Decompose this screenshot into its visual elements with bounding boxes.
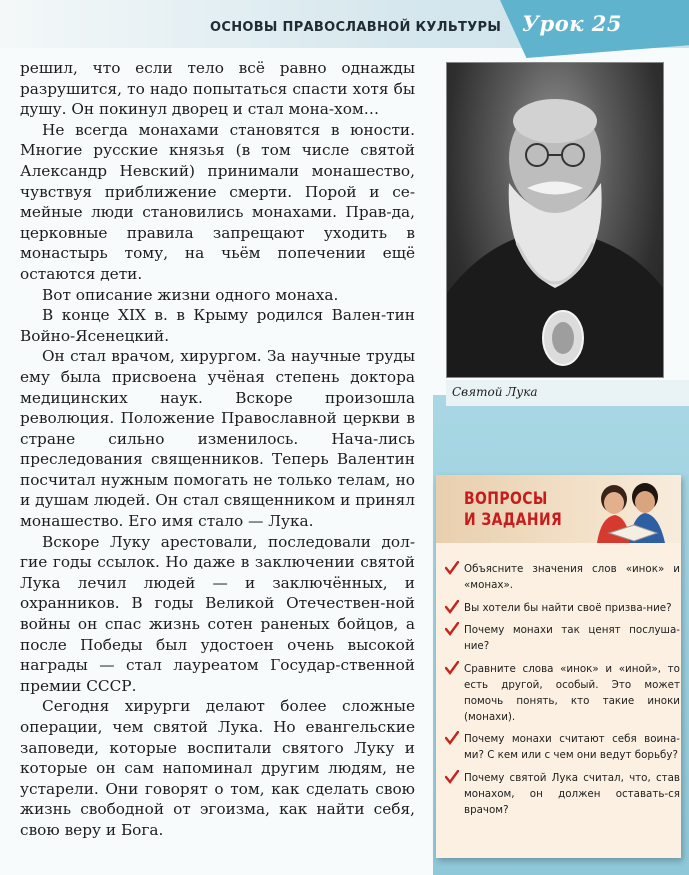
question-text: Почему монахи так ценят послуша-ние?: [464, 624, 680, 652]
question-text: Вы хотели бы найти своё призва-ние?: [464, 601, 672, 614]
questions-list: [444, 561, 680, 824]
question-item: [444, 561, 680, 593]
question-text: Объясните значения слов «инок» и «монах».: [464, 563, 680, 591]
question-item: [444, 600, 680, 616]
question-item: [444, 661, 680, 725]
lesson-number: Урок 25: [522, 11, 622, 36]
checkmark-icon: [445, 731, 459, 745]
questions-title: [464, 489, 562, 531]
main-text: [20, 58, 415, 841]
question-text: Почему святой Лука считал, что, став монахом, он должен оставать-ся врачом?: [464, 771, 680, 816]
paragraph: Сегодня хирурги делают более сложные операции, чем святой Лука. Но евангельские заповеди, которые воспитали святого Луку и которые он сам напоминал другим людям, не устарели. Они говорят о том, как сделать свою жизнь свободной от эгоизма, как найти себя, свою веру и Бога.: [20, 697, 415, 839]
course-title: ОСНОВЫ ПРАВОСЛАВНОЙ КУЛЬТУРЫ: [210, 20, 502, 35]
questions-box: [436, 475, 681, 858]
paragraph: В конце XIX в. в Крыму родился Вален-тин Войно-Ясенецкий.: [20, 306, 415, 345]
question-item: [444, 731, 680, 763]
question-item: [444, 622, 680, 654]
reading-children-icon: [579, 481, 679, 543]
paragraph: Он стал врачом, хирургом. За научные труды ему была присвоена учёная степень доктора медицинских наук. Вскоре произошла революция. Положение Православной церкви в стране сильно изменилось. Нача-лись преследования священников. Теперь Валентин посчитал нужным помогать не только телам, но и душам людей. Он стал священником и принял монашество. Его имя стало — Лука.: [20, 347, 415, 531]
paragraph: решил, что если тело всё равно однажды разрушится, то надо попытаться спасти хотя бы душу. Он покинул дворец и стал мона-хом…: [20, 59, 415, 119]
question-text: Сравните слова «инок» и «иной», то есть другой, особый. Это может помочь понять, кто такие иноки (монахи).: [464, 662, 680, 723]
questions-title-line: ВОПРОСЫ: [464, 489, 548, 509]
checkmark-icon: [445, 600, 459, 614]
questions-title-line: И ЗАДАНИЯ: [464, 510, 563, 530]
question-item: [444, 770, 680, 818]
checkmark-icon: [445, 561, 459, 575]
photo-caption: Святой Лука: [452, 385, 538, 399]
checkmark-icon: [445, 622, 459, 636]
paragraph: Вот описание жизни одного монаха.: [42, 285, 339, 304]
question-text: Почему монахи считают себя воина-ми? С кем или с чем они ведут борьбу?: [464, 733, 680, 761]
paragraph: Вскоре Луку арестовали, последовали дол-гие годы ссылок. Но даже в заключении святой Лука лечил людей — и заключённых, и охранников. В годы Великой Отечествен-ной войны он спас жизнь сотен раненых бойцов, а после Победы был удостоен очень высокой награды — стал лауреатом Государ-ственной премии СССР.: [20, 532, 415, 695]
checkmark-icon: [445, 770, 459, 784]
paragraph: Не всегда монахами становятся в юности. Многие русские князья (в том числе святой Александр Невский) принимали монашество, чувствуя приближение смерти. Порой и се-мейные люди становились монахами. Прав-да, церковные правила запрещают уходить в монастырь тому, на чьём попечении ещё остаются дети.: [20, 120, 415, 283]
saint-luke-photo: [446, 62, 664, 378]
checkmark-icon: [445, 661, 459, 675]
